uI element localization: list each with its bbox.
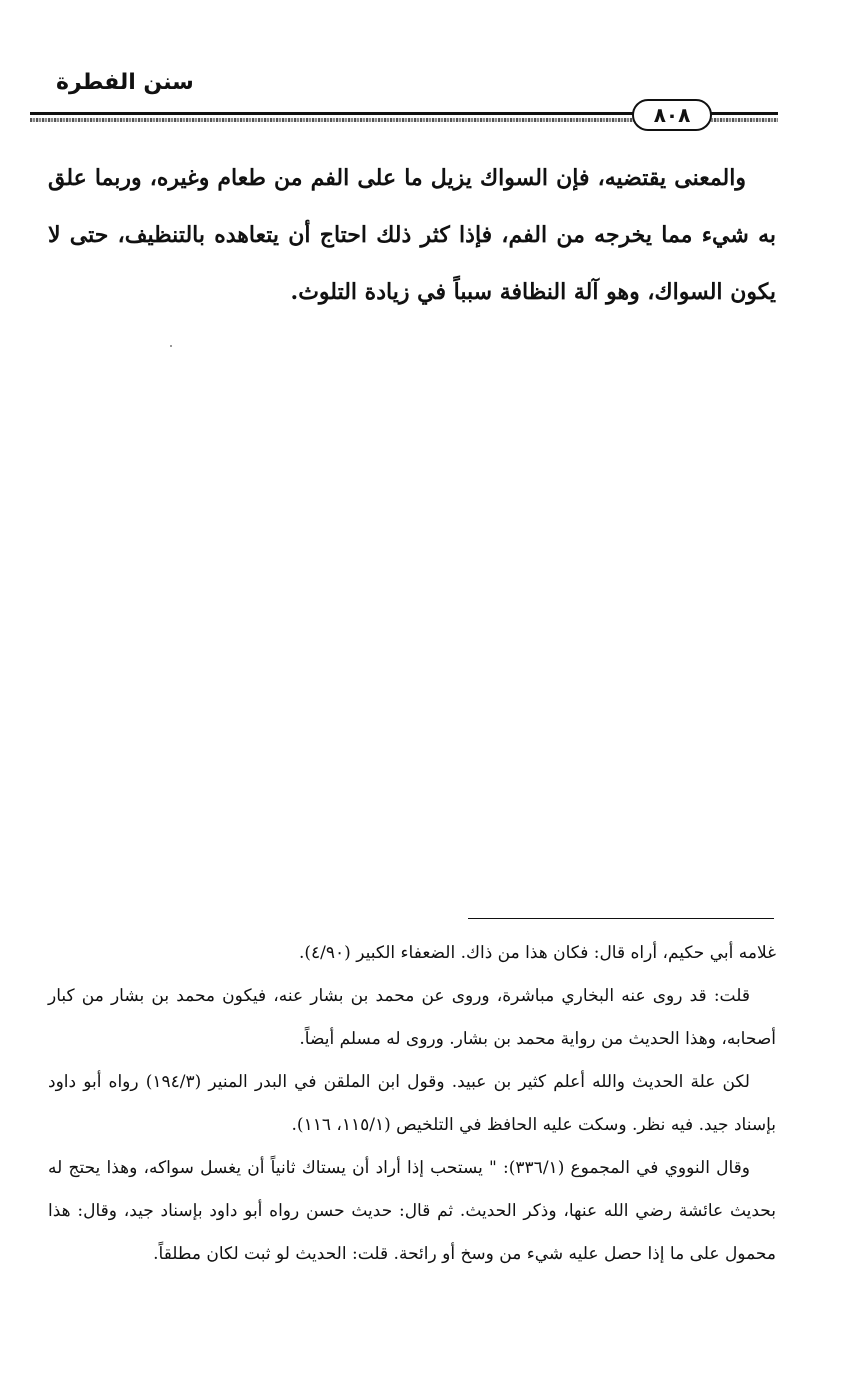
main-paragraph: والمعنى يقتضيه، فإن السواك يزيل ما على الفم من طعام وغيره، وربما علق به شيء مما يخرجه من الفم، فإذا كثر ذلك احتاج أن يتعاهده بالتنظيف، حتى لا يكون السواك، وهو آلة النظافة سبباً في زيادة التلوث. <box>48 165 776 305</box>
footnote-line: لكن علة الحديث والله أعلم كثير بن عبيد. وقول ابن الملقن في البدر المنير (١٩٤/٣) رواه أبو داود بإسناد جيد. فيه نظر. وسكت عليه الحافظ في التلخيص (١١٥/١، ١١٦). <box>48 1072 776 1135</box>
footnotes <box>48 932 776 1276</box>
footnote-line: قلت: قد روى عنه البخاري مباشرة، وروى عن محمد بن بشار عنه، فيكون محمد بن بشار من كبار أصحابه، وهذا الحديث من رواية محمد بن بشار. وروى له مسلم أيضاً. <box>48 986 776 1049</box>
footnote-line: وقال النووي في المجموع (٣٣٦/١): " يستحب إذا أراد أن يستاك ثانياً أن يغسل سواكه، وهذا يحتج له بحديث عائشة رضي الله عنها، وذكر الحديث. ثم قال: حديث حسن رواه أبو داود بإسناد جيد، وقال: هذا محمول على ما إذا حصل عليه شيء من وسخ أو رائحة. قلت: الحديث لو ثبت لكان مطلقاً. <box>48 1158 776 1264</box>
running-title: سنن الفطرة <box>56 70 194 95</box>
page-number: ٨٠٨ <box>632 99 712 131</box>
main-body <box>48 150 776 321</box>
scan-speck <box>170 345 172 347</box>
footnote-separator <box>468 918 774 919</box>
footnote-line: غلامه أبي حكيم، أراه قال: فكان هذا من ذاك. الضعفاء الكبير (٤/٩٠). <box>299 943 776 963</box>
